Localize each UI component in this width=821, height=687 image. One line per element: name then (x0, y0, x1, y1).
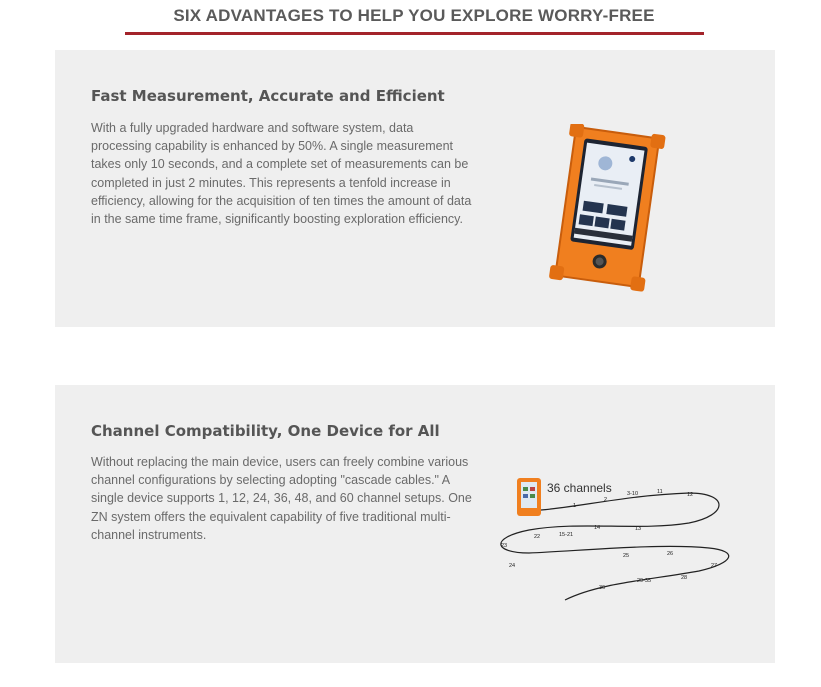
svg-text:25: 25 (623, 553, 630, 559)
svg-text:1: 1 (573, 503, 577, 509)
svg-text:26: 26 (667, 551, 674, 557)
card-description: With a fully upgraded hardware and software system, data processing capability is enhanced by 50%. A single measurement takes only 10 seconds, and a complete set of measurements can be completed in just 2 minutes. This represents a tenfold increase in efficiency, allowing for the acquisition of ten times the amount of data in the same time frame, significantly boosting exploration efficiency. (91, 121, 472, 227)
svg-text:24: 24 (509, 563, 516, 569)
tablet-device-image (547, 124, 667, 294)
svg-text:12: 12 (687, 492, 694, 498)
svg-text:36: 36 (599, 585, 606, 591)
svg-text:13: 13 (635, 526, 642, 532)
title-underline (125, 32, 704, 35)
svg-text:3-10: 3-10 (627, 491, 639, 497)
svg-text:27: 27 (711, 563, 718, 569)
svg-text:22: 22 (534, 534, 541, 540)
card-title: Fast Measurement, Accurate and Efficient (91, 87, 445, 105)
svg-text:29-35: 29-35 (637, 578, 652, 584)
svg-text:23: 23 (501, 543, 508, 549)
cascade-cable-diagram (489, 475, 739, 610)
page-title: SIX ADVANTAGES TO HELP YOU EXPLORE WORRY-FREE (173, 6, 655, 25)
svg-text:15-21: 15-21 (559, 532, 574, 538)
card-description: Without replacing the main device, users can freely combine various channel configurations by selecting adopting "cascade cables." A single device supports 1, 12, 24, 36, 48, and 60 channel setups. One ZN system offers the equivalent capability of five traditional multi-channel instruments. (91, 455, 472, 542)
svg-text:11: 11 (657, 489, 663, 495)
advantage-card-fast-measurement (55, 50, 775, 327)
svg-text:2: 2 (604, 497, 608, 503)
svg-text:14: 14 (594, 525, 601, 531)
advantage-card-channel-compatibility (55, 385, 775, 663)
card-title: Channel Compatibility, One Device for All (91, 422, 440, 440)
diagram-title: 36 channels (547, 481, 612, 495)
svg-text:28: 28 (681, 575, 688, 581)
